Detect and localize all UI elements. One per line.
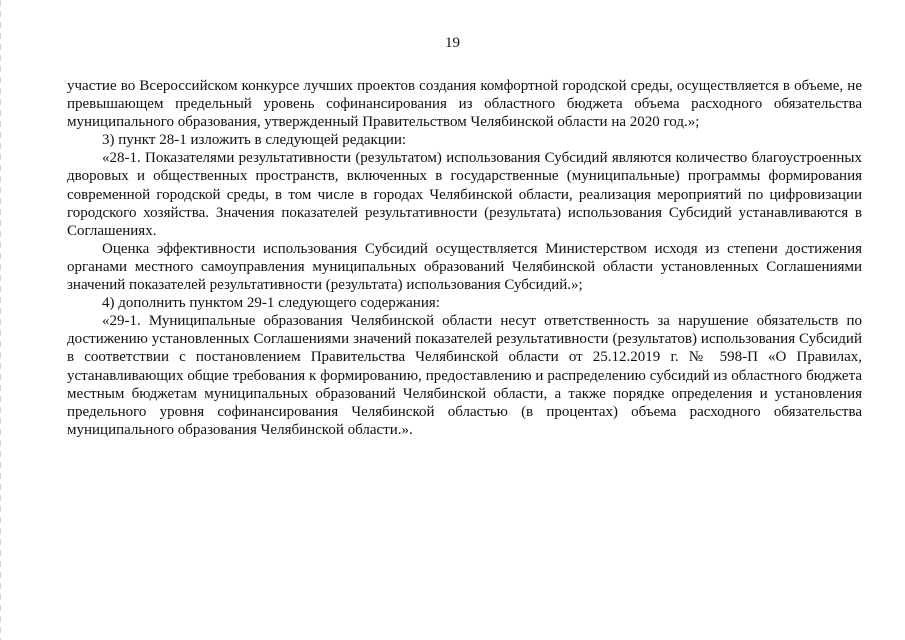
- paragraph-item-3: 3) пункт 28-1 изложить в следующей редакции:: [102, 132, 407, 149]
- page-number: 19: [445, 35, 460, 51]
- paragraph-efficiency-assessment: Оценка эффективности использования Субсидий осуществляется Министерством исходя из степени достижения органами местного самоуправления муниципальных образований Челябинской области установленных Соглашениями значений показателей результативности (результата) использования Субсидий.»;: [67, 240, 862, 294]
- scan-edge-artifact: [0, 0, 1, 640]
- paragraph-clause-29-1: «29-1. Муниципальные образования Челябинской области несут ответственность за нарушение обязательств по достижению установленных Соглашениями значений показателей результативности (результатов) использования Субсидий в соответствии с постановлением Правительства Челябинской области от 25.12.2019 г. № 598-П «О Правилах, устанавливающих общие требования к формированию, предоставлению и распределению субсидий из областного бюджета местным бюджетам муниципальных образований Челябинской области, а также порядке определения и установления предельного уровня софинансирования Челябинской областью (в процентах) объема расходного обязательства муниципального образования Челябинской области.».: [67, 313, 862, 438]
- paragraph-clause-28-1: «28-1. Показателями результативности (результатом) использования Субсидий являются количество благоустроенных дворовых и общественных пространств, включенных в государственные (муниципальные) программы формирования современной городской среды, в том числе в городах Челябинской области, реализация мероприятий по цифровизации городского хозяйства. Значения показателей результативности (результата) использования Субсидий устанавливаются в Соглашениях.: [67, 150, 862, 239]
- body-text: [67, 77, 862, 439]
- paragraph-continuation: участие во Всероссийском конкурсе лучших проектов создания комфортной городской среды, осуществляется в объеме, не превышающем предельный уровень софинансирования из областного бюджета объема расходного обязательства муниципального образования, утвержденный Правительством Челябинской области на 2020 год.»;: [67, 78, 862, 131]
- paragraph-item-4: 4) дополнить пунктом 29-1 следующего содержания:: [102, 295, 440, 312]
